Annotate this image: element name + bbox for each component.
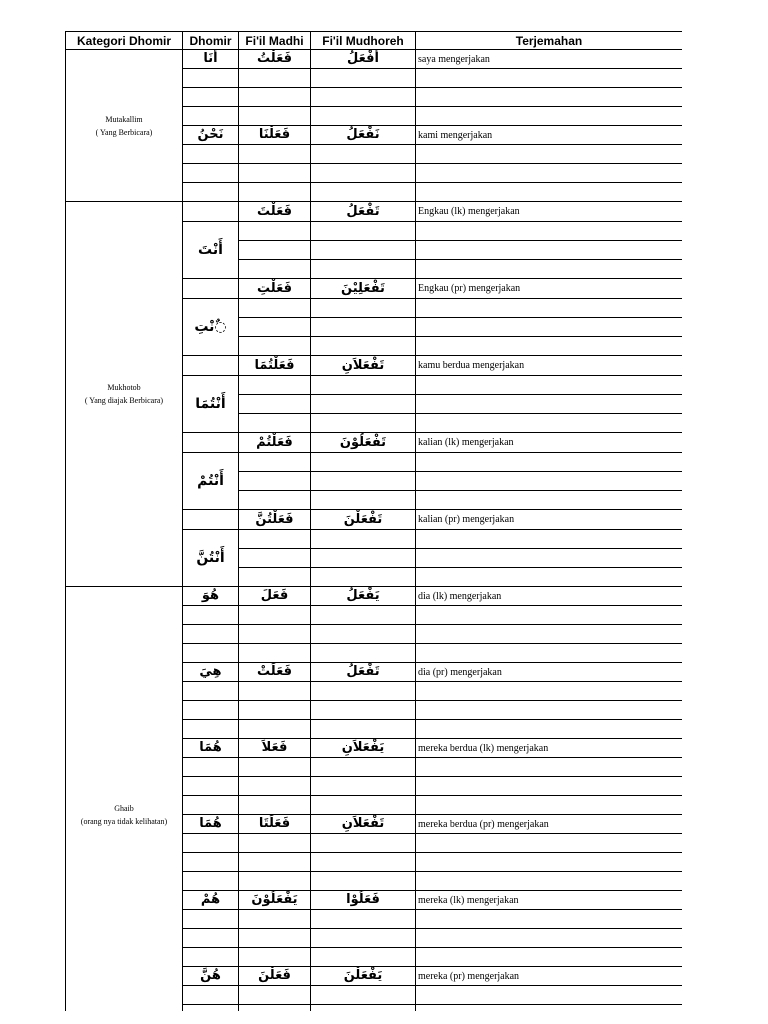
terjemahan-cell	[416, 910, 683, 929]
dhomir-cell-top	[183, 279, 239, 299]
dhomir-cell	[183, 720, 239, 739]
fiil-madhi-cell	[239, 796, 311, 815]
fiil-mudhoreh-cell: يَفْعَلُ	[311, 587, 416, 606]
fiil-mudhoreh-cell	[311, 644, 416, 663]
terjemahan-cell	[416, 376, 683, 395]
header-kategori-dhomir: Kategori Dhomir	[66, 32, 183, 50]
dhomir-cell	[183, 107, 239, 126]
terjemahan-cell	[416, 644, 683, 663]
fiil-madhi-cell	[239, 260, 311, 279]
fiil-madhi-cell	[239, 549, 311, 568]
header-fiil-mudhoreh: Fi'il Mudhoreh	[311, 32, 416, 50]
fiil-madhi-cell	[239, 910, 311, 929]
terjemahan-cell	[416, 777, 683, 796]
dhomir-cell-top	[183, 356, 239, 376]
fiil-madhi-cell	[239, 1005, 311, 1012]
fiil-mudhoreh-cell	[311, 299, 416, 318]
fiil-madhi-cell: يَفْعَلُوْنَ	[239, 891, 311, 910]
fiil-mudhoreh-cell	[311, 164, 416, 183]
category-cell	[66, 50, 183, 202]
dhomir-cell: هُمْ	[183, 891, 239, 910]
fiil-madhi-cell: فَعَلَتْ	[239, 663, 311, 682]
header-terjemahan: Terjemahan	[416, 32, 683, 50]
terjemahan-cell: saya mengerjakan	[416, 50, 683, 69]
terjemahan-cell	[416, 606, 683, 625]
dhomir-cell	[183, 701, 239, 720]
terjemahan-cell	[416, 834, 683, 853]
dhomir-cell: أَنْتَ	[183, 222, 239, 279]
dhomir-cell: هُنَّ	[183, 967, 239, 986]
terjemahan-cell: Engkau (lk) mengerjakan	[416, 202, 683, 222]
terjemahan-cell	[416, 853, 683, 872]
fiil-mudhoreh-cell	[311, 834, 416, 853]
fiil-mudhoreh-cell: تَفْعَلْنَ	[311, 510, 416, 530]
fiil-mudhoreh-cell	[311, 241, 416, 260]
fiil-mudhoreh-cell: يَفْعَلاَنِ	[311, 739, 416, 758]
dhomir-cell	[183, 929, 239, 948]
fiil-mudhoreh-cell: تَفْعَلُوْنَ	[311, 433, 416, 453]
category-subtitle: ( Yang Berbicara)	[95, 127, 153, 137]
category-cell	[66, 587, 183, 1012]
terjemahan-cell: dia (lk) mengerjakan	[416, 587, 683, 606]
terjemahan-cell: dia (pr) mengerjakan	[416, 663, 683, 682]
fiil-madhi-cell	[239, 395, 311, 414]
fiil-madhi-cell	[239, 758, 311, 777]
dhomir-cell: هِيَ	[183, 663, 239, 682]
fiil-madhi-cell	[239, 948, 311, 967]
terjemahan-cell: kami mengerjakan	[416, 126, 683, 145]
fiil-mudhoreh-cell	[311, 853, 416, 872]
fiil-mudhoreh-cell	[311, 414, 416, 433]
conjugation-table	[65, 31, 682, 1011]
dhomir-cell	[183, 853, 239, 872]
table-row	[66, 587, 683, 606]
terjemahan-cell	[416, 318, 683, 337]
terjemahan-cell	[416, 568, 683, 587]
terjemahan-cell	[416, 701, 683, 720]
fiil-madhi-cell	[239, 625, 311, 644]
terjemahan-cell: mereka berdua (lk) mengerjakan	[416, 739, 683, 758]
category-cell	[66, 202, 183, 587]
fiil-madhi-cell	[239, 69, 311, 88]
fiil-madhi-cell	[239, 720, 311, 739]
header-fiil-madhi: Fi'il Madhi	[239, 32, 311, 50]
fiil-madhi-cell	[239, 872, 311, 891]
fiil-mudhoreh-cell: نَفْعَلُ	[311, 126, 416, 145]
fiil-madhi-cell	[239, 986, 311, 1005]
fiil-mudhoreh-cell	[311, 910, 416, 929]
dhomir-cell: أَنْتُمَا	[183, 376, 239, 433]
fiil-mudhoreh-cell	[311, 682, 416, 701]
terjemahan-cell	[416, 145, 683, 164]
terjemahan-cell	[416, 530, 683, 549]
fiil-madhi-cell	[239, 929, 311, 948]
terjemahan-cell	[416, 107, 683, 126]
fiil-madhi-cell	[239, 701, 311, 720]
fiil-madhi-cell	[239, 299, 311, 318]
terjemahan-cell	[416, 549, 683, 568]
table-row	[66, 202, 683, 222]
fiil-mudhoreh-cell	[311, 777, 416, 796]
fiil-mudhoreh-cell	[311, 145, 416, 164]
fiil-madhi-cell	[239, 606, 311, 625]
fiil-madhi-cell	[239, 88, 311, 107]
fiil-mudhoreh-cell	[311, 530, 416, 549]
fiil-madhi-cell	[239, 414, 311, 433]
dhomir-cell-top	[183, 510, 239, 530]
terjemahan-cell	[416, 796, 683, 815]
terjemahan-cell: mereka (pr) mengerjakan	[416, 967, 683, 986]
fiil-mudhoreh-cell: يَفْعَلْنَ	[311, 967, 416, 986]
terjemahan-cell: kamu berdua mengerjakan	[416, 356, 683, 376]
dhomir-cell	[183, 986, 239, 1005]
fiil-madhi-cell	[239, 222, 311, 241]
fiil-mudhoreh-cell	[311, 758, 416, 777]
terjemahan-cell	[416, 260, 683, 279]
dhomir-cell	[183, 758, 239, 777]
dhomir-cell: ◌ٌنْتِ	[183, 299, 239, 356]
fiil-madhi-cell	[239, 164, 311, 183]
fiil-mudhoreh-cell	[311, 568, 416, 587]
fiil-mudhoreh-cell	[311, 1005, 416, 1012]
fiil-mudhoreh-cell	[311, 260, 416, 279]
category-name: Mukhotob	[107, 383, 141, 392]
fiil-mudhoreh-cell: تَفْعَلاَنِ	[311, 356, 416, 376]
fiil-madhi-cell: فَعَلْتَ	[239, 202, 311, 222]
dhomir-cell	[183, 625, 239, 644]
fiil-mudhoreh-cell	[311, 376, 416, 395]
header-row	[66, 32, 683, 50]
terjemahan-cell	[416, 164, 683, 183]
fiil-mudhoreh-cell	[311, 549, 416, 568]
fiil-mudhoreh-cell	[311, 395, 416, 414]
dhomir-cell	[183, 145, 239, 164]
terjemahan-cell: mereka berdua (pr) mengerjakan	[416, 815, 683, 834]
fiil-madhi-cell	[239, 183, 311, 202]
fiil-madhi-cell	[239, 530, 311, 549]
dhomir-cell: هُمَا	[183, 815, 239, 834]
fiil-madhi-cell	[239, 145, 311, 164]
fiil-mudhoreh-cell	[311, 872, 416, 891]
dhomir-cell: هُوَ	[183, 587, 239, 606]
dhomir-cell	[183, 910, 239, 929]
terjemahan-cell	[416, 337, 683, 356]
fiil-mudhoreh-cell	[311, 986, 416, 1005]
terjemahan-cell	[416, 491, 683, 510]
fiil-madhi-cell	[239, 453, 311, 472]
dhomir-cell	[183, 777, 239, 796]
fiil-mudhoreh-cell: تَفْعَلاَنِ	[311, 815, 416, 834]
fiil-mudhoreh-cell	[311, 606, 416, 625]
fiil-mudhoreh-cell	[311, 625, 416, 644]
dhomir-cell	[183, 606, 239, 625]
header-dhomir: Dhomir	[183, 32, 239, 50]
fiil-madhi-cell	[239, 107, 311, 126]
fiil-madhi-cell: فَعَلْنَا	[239, 126, 311, 145]
terjemahan-cell	[416, 241, 683, 260]
fiil-mudhoreh-cell	[311, 929, 416, 948]
dhomir-cell	[183, 682, 239, 701]
fiil-mudhoreh-cell	[311, 491, 416, 510]
fiil-mudhoreh-cell	[311, 948, 416, 967]
fiil-madhi-cell: فَعَلَتَا	[239, 815, 311, 834]
fiil-madhi-cell: فَعَلْنَ	[239, 967, 311, 986]
fiil-mudhoreh-cell	[311, 472, 416, 491]
fiil-mudhoreh-cell	[311, 796, 416, 815]
fiil-madhi-cell	[239, 834, 311, 853]
dhomir-cell	[183, 948, 239, 967]
dhomir-cell	[183, 1005, 239, 1012]
terjemahan-cell	[416, 1005, 683, 1012]
category-name: Mutakallim	[105, 114, 143, 124]
fiil-madhi-cell: فَعَلْتُمْ	[239, 433, 311, 453]
dhomir-cell: أَنْتُمْ	[183, 453, 239, 510]
fiil-madhi-cell	[239, 777, 311, 796]
terjemahan-cell	[416, 395, 683, 414]
dhomir-cell	[183, 834, 239, 853]
fiil-madhi-cell	[239, 241, 311, 260]
fiil-madhi-cell: فَعَلْتُ	[239, 50, 311, 69]
fiil-mudhoreh-cell	[311, 107, 416, 126]
terjemahan-cell	[416, 88, 683, 107]
fiil-mudhoreh-cell: أَفْعَلُ	[311, 50, 416, 69]
conjugation-body	[66, 50, 683, 1012]
terjemahan-cell	[416, 183, 683, 202]
fiil-madhi-cell: فَعَلْتِ	[239, 279, 311, 299]
fiil-mudhoreh-cell	[311, 337, 416, 356]
dhomir-cell	[183, 164, 239, 183]
fiil-madhi-cell	[239, 491, 311, 510]
table-row	[66, 50, 683, 69]
fiil-madhi-cell	[239, 318, 311, 337]
fiil-mudhoreh-cell: تَفْعَلُ	[311, 202, 416, 222]
dhomir-cell: نَحْنُ	[183, 126, 239, 145]
fiil-mudhoreh-cell	[311, 701, 416, 720]
dhomir-cell	[183, 644, 239, 663]
terjemahan-cell	[416, 222, 683, 241]
dhomir-cell	[183, 69, 239, 88]
dhomir-cell-top	[183, 433, 239, 453]
conjugation-sheet	[65, 31, 682, 1011]
fiil-madhi-cell: فَعَلاَ	[239, 739, 311, 758]
fiil-madhi-cell: فَعَلْتُنَّ	[239, 510, 311, 530]
terjemahan-cell	[416, 453, 683, 472]
fiil-madhi-cell	[239, 568, 311, 587]
fiil-mudhoreh-cell	[311, 222, 416, 241]
terjemahan-cell	[416, 69, 683, 88]
terjemahan-cell	[416, 929, 683, 948]
terjemahan-cell: mereka (lk) mengerjakan	[416, 891, 683, 910]
dhomir-cell	[183, 872, 239, 891]
category-name: Ghaib	[114, 803, 134, 813]
fiil-madhi-cell	[239, 337, 311, 356]
fiil-mudhoreh-cell	[311, 453, 416, 472]
fiil-madhi-cell	[239, 644, 311, 663]
fiil-madhi-cell	[239, 853, 311, 872]
dhomir-cell	[183, 88, 239, 107]
dhomir-cell-top	[183, 202, 239, 222]
fiil-madhi-cell: فَعَلَ	[239, 587, 311, 606]
fiil-madhi-cell: فَعَلْتُمَا	[239, 356, 311, 376]
terjemahan-cell: kalian (pr) mengerjakan	[416, 510, 683, 530]
fiil-madhi-cell	[239, 472, 311, 491]
fiil-mudhoreh-cell	[311, 69, 416, 88]
dhomir-cell: أَنَا	[183, 50, 239, 69]
terjemahan-cell	[416, 414, 683, 433]
terjemahan-cell	[416, 758, 683, 777]
fiil-mudhoreh-cell	[311, 183, 416, 202]
terjemahan-cell	[416, 472, 683, 491]
terjemahan-cell	[416, 986, 683, 1005]
terjemahan-cell	[416, 299, 683, 318]
fiil-madhi-cell	[239, 682, 311, 701]
dhomir-cell: أَنْتُنَّ	[183, 530, 239, 587]
terjemahan-cell: Engkau (pr) mengerjakan	[416, 279, 683, 299]
terjemahan-cell	[416, 948, 683, 967]
fiil-mudhoreh-cell	[311, 88, 416, 107]
fiil-mudhoreh-cell: تَفْعَلِيْنَ	[311, 279, 416, 299]
category-subtitle: ( Yang diajak Berbicara)	[84, 396, 164, 405]
fiil-mudhoreh-cell	[311, 318, 416, 337]
terjemahan-cell: kalian (lk) mengerjakan	[416, 433, 683, 453]
dhomir-cell	[183, 796, 239, 815]
fiil-mudhoreh-cell: تَفْعَلُ	[311, 663, 416, 682]
terjemahan-cell	[416, 625, 683, 644]
dhomir-cell: هُمَا	[183, 739, 239, 758]
category-subtitle: (orang nya tidak kelihatan)	[80, 816, 168, 826]
fiil-mudhoreh-cell: فَعَلُوْا	[311, 891, 416, 910]
fiil-mudhoreh-cell	[311, 720, 416, 739]
dhomir-cell	[183, 183, 239, 202]
terjemahan-cell	[416, 720, 683, 739]
fiil-madhi-cell	[239, 376, 311, 395]
terjemahan-cell	[416, 682, 683, 701]
terjemahan-cell	[416, 872, 683, 891]
